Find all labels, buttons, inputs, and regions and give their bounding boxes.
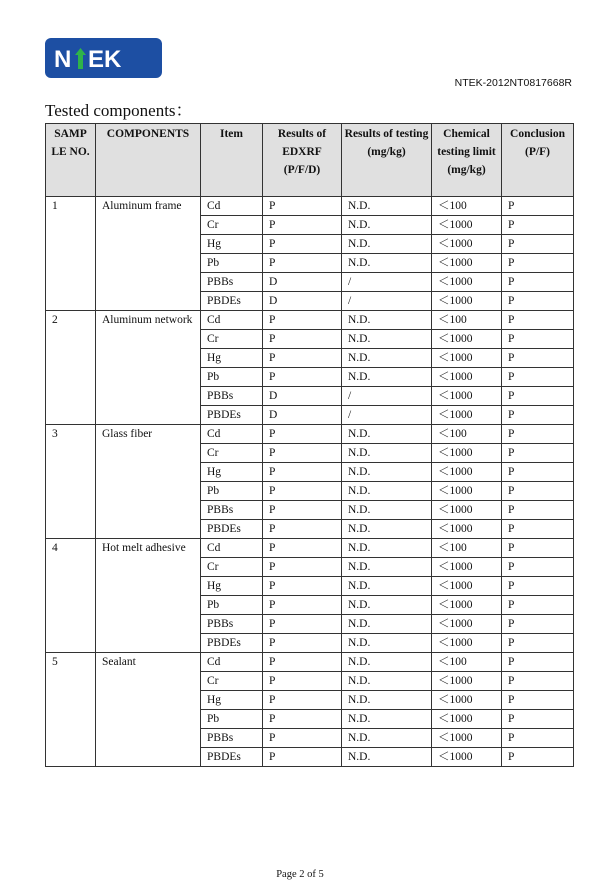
testing-cell: N.D.	[342, 482, 432, 501]
testing-cell: N.D.	[342, 748, 432, 767]
item-cell: PBBs	[201, 501, 263, 520]
testing-cell: N.D.	[342, 691, 432, 710]
testing-cell: N.D.	[342, 672, 432, 691]
item-cell: Cd	[201, 425, 263, 444]
limit-cell: ＜1000	[432, 615, 502, 634]
item-cell: Cd	[201, 311, 263, 330]
conclusion-cell: P	[502, 691, 574, 710]
item-cell: Cr	[201, 330, 263, 349]
item-cell: PBBs	[201, 729, 263, 748]
limit-cell: ＜1000	[432, 577, 502, 596]
limit-cell: ＜1000	[432, 482, 502, 501]
header-limit: Chemical testing limit (mg/kg)	[432, 124, 502, 197]
edxrf-cell: P	[263, 558, 342, 577]
edxrf-cell: D	[263, 292, 342, 311]
conclusion-cell: P	[502, 387, 574, 406]
limit-cell: ＜100	[432, 425, 502, 444]
edxrf-cell: P	[263, 197, 342, 216]
limit-cell: ＜1000	[432, 520, 502, 539]
item-cell: Hg	[201, 235, 263, 254]
item-cell: PBDEs	[201, 406, 263, 425]
item-cell: PBDEs	[201, 292, 263, 311]
table-row	[46, 653, 574, 672]
conclusion-cell: P	[502, 729, 574, 748]
item-cell: Hg	[201, 577, 263, 596]
conclusion-cell: P	[502, 216, 574, 235]
testing-cell: N.D.	[342, 444, 432, 463]
svg-text:EK: EK	[87, 46, 121, 71]
item-cell: PBDEs	[201, 520, 263, 539]
testing-cell: /	[342, 406, 432, 425]
limit-cell: ＜100	[432, 311, 502, 330]
testing-cell: N.D.	[342, 729, 432, 748]
edxrf-cell: D	[263, 406, 342, 425]
conclusion-cell: P	[502, 292, 574, 311]
item-cell: Cr	[201, 672, 263, 691]
limit-cell: ＜1000	[432, 710, 502, 729]
table-row	[46, 311, 574, 330]
ntek-logo-mark	[54, 45, 154, 71]
limit-cell: ＜1000	[432, 254, 502, 273]
testing-cell: N.D.	[342, 558, 432, 577]
conclusion-cell: P	[502, 330, 574, 349]
item-cell: Pb	[201, 368, 263, 387]
testing-cell: N.D.	[342, 615, 432, 634]
conclusion-cell: P	[502, 254, 574, 273]
item-cell: Pb	[201, 254, 263, 273]
testing-cell: N.D.	[342, 653, 432, 672]
testing-cell: N.D.	[342, 596, 432, 615]
edxrf-cell: P	[263, 254, 342, 273]
conclusion-cell: P	[502, 577, 574, 596]
header-item: Item	[201, 124, 263, 197]
limit-cell: ＜1000	[432, 634, 502, 653]
edxrf-cell: P	[263, 349, 342, 368]
limit-cell: ＜1000	[432, 368, 502, 387]
conclusion-cell: P	[502, 273, 574, 292]
conclusion-cell: P	[502, 710, 574, 729]
item-cell: Hg	[201, 463, 263, 482]
testing-cell: N.D.	[342, 634, 432, 653]
header-testing: Results of testing (mg/kg)	[342, 124, 432, 197]
component-name-cell: Aluminum frame	[96, 197, 201, 311]
svg-text:N: N	[53, 46, 71, 71]
item-cell: Hg	[201, 349, 263, 368]
conclusion-cell: P	[502, 349, 574, 368]
test-results-table	[45, 123, 574, 767]
limit-cell: ＜1000	[432, 273, 502, 292]
table-row	[46, 425, 574, 444]
limit-cell: ＜100	[432, 653, 502, 672]
sample-number-cell: 1	[46, 197, 96, 311]
testing-cell: N.D.	[342, 254, 432, 273]
testing-cell: N.D.	[342, 463, 432, 482]
item-cell: PBDEs	[201, 634, 263, 653]
testing-cell: N.D.	[342, 520, 432, 539]
testing-cell: N.D.	[342, 330, 432, 349]
conclusion-cell: P	[502, 463, 574, 482]
testing-cell: N.D.	[342, 349, 432, 368]
edxrf-cell: P	[263, 710, 342, 729]
conclusion-cell: P	[502, 558, 574, 577]
limit-cell: ＜1000	[432, 387, 502, 406]
testing-cell: /	[342, 387, 432, 406]
item-cell: PBDEs	[201, 748, 263, 767]
item-cell: Hg	[201, 691, 263, 710]
conclusion-cell: P	[502, 634, 574, 653]
edxrf-cell: P	[263, 672, 342, 691]
testing-cell: /	[342, 292, 432, 311]
testing-cell: N.D.	[342, 577, 432, 596]
limit-cell: ＜1000	[432, 349, 502, 368]
component-name-cell: Glass fiber	[96, 425, 201, 539]
edxrf-cell: P	[263, 311, 342, 330]
limit-cell: ＜1000	[432, 235, 502, 254]
sample-number-cell: 4	[46, 539, 96, 653]
limit-cell: ＜1000	[432, 463, 502, 482]
edxrf-cell: P	[263, 653, 342, 672]
table-row	[46, 197, 574, 216]
conclusion-cell: P	[502, 482, 574, 501]
testing-cell: N.D.	[342, 197, 432, 216]
item-cell: PBBs	[201, 273, 263, 292]
limit-cell: ＜100	[432, 197, 502, 216]
results-body	[46, 197, 574, 767]
edxrf-cell: P	[263, 330, 342, 349]
item-cell: PBBs	[201, 387, 263, 406]
edxrf-cell: P	[263, 615, 342, 634]
item-cell: Cr	[201, 444, 263, 463]
edxrf-cell: P	[263, 520, 342, 539]
edxrf-cell: P	[263, 216, 342, 235]
testing-cell: N.D.	[342, 539, 432, 558]
conclusion-cell: P	[502, 653, 574, 672]
conclusion-cell: P	[502, 672, 574, 691]
edxrf-cell: P	[263, 368, 342, 387]
conclusion-cell: P	[502, 235, 574, 254]
edxrf-cell: P	[263, 577, 342, 596]
limit-cell: ＜1000	[432, 216, 502, 235]
section-heading: Tested components：	[45, 101, 193, 120]
testing-cell: N.D.	[342, 501, 432, 520]
report-number: NTEK-2012NT0817668R	[454, 77, 572, 89]
edxrf-cell: P	[263, 539, 342, 558]
item-cell: Cd	[201, 653, 263, 672]
item-cell: Pb	[201, 482, 263, 501]
testing-cell: N.D.	[342, 710, 432, 729]
conclusion-cell: P	[502, 444, 574, 463]
edxrf-cell: P	[263, 634, 342, 653]
item-cell: Cd	[201, 197, 263, 216]
conclusion-cell: P	[502, 406, 574, 425]
testing-cell: N.D.	[342, 368, 432, 387]
edxrf-cell: P	[263, 748, 342, 767]
conclusion-cell: P	[502, 501, 574, 520]
sample-number-cell: 2	[46, 311, 96, 425]
limit-cell: ＜1000	[432, 596, 502, 615]
item-cell: Cr	[201, 558, 263, 577]
conclusion-cell: P	[502, 311, 574, 330]
header-components: COMPONENTS	[96, 124, 201, 197]
edxrf-cell: P	[263, 235, 342, 254]
testing-cell: N.D.	[342, 425, 432, 444]
header-row	[46, 124, 574, 197]
testing-cell: N.D.	[342, 216, 432, 235]
limit-cell: ＜1000	[432, 558, 502, 577]
page-footer: Page 2 of 5	[276, 869, 324, 880]
table-row	[46, 539, 574, 558]
sample-number-cell: 3	[46, 425, 96, 539]
conclusion-cell: P	[502, 197, 574, 216]
limit-cell: ＜1000	[432, 748, 502, 767]
edxrf-cell: P	[263, 596, 342, 615]
conclusion-cell: P	[502, 520, 574, 539]
component-name-cell: Sealant	[96, 653, 201, 767]
ntek-logo	[45, 38, 162, 78]
testing-cell: /	[342, 273, 432, 292]
edxrf-cell: P	[263, 482, 342, 501]
header-edxrf: Results of EDXRF (P/F/D)	[263, 124, 342, 197]
limit-cell: ＜1000	[432, 406, 502, 425]
header-conclusion: Conclusion (P/F)	[502, 124, 574, 197]
item-cell: Cd	[201, 539, 263, 558]
edxrf-cell: P	[263, 463, 342, 482]
item-cell: PBBs	[201, 615, 263, 634]
limit-cell: ＜100	[432, 539, 502, 558]
sample-number-cell: 5	[46, 653, 96, 767]
conclusion-cell: P	[502, 368, 574, 387]
conclusion-cell: P	[502, 596, 574, 615]
limit-cell: ＜1000	[432, 330, 502, 349]
edxrf-cell: D	[263, 387, 342, 406]
edxrf-cell: P	[263, 501, 342, 520]
component-name-cell: Hot melt adhesive	[96, 539, 201, 653]
conclusion-cell: P	[502, 748, 574, 767]
limit-cell: ＜1000	[432, 292, 502, 311]
item-cell: Pb	[201, 596, 263, 615]
edxrf-cell: P	[263, 444, 342, 463]
limit-cell: ＜1000	[432, 444, 502, 463]
testing-cell: N.D.	[342, 235, 432, 254]
item-cell: Cr	[201, 216, 263, 235]
item-cell: Pb	[201, 710, 263, 729]
limit-cell: ＜1000	[432, 691, 502, 710]
component-name-cell: Aluminum network	[96, 311, 201, 425]
edxrf-cell: P	[263, 425, 342, 444]
edxrf-cell: D	[263, 273, 342, 292]
limit-cell: ＜1000	[432, 672, 502, 691]
limit-cell: ＜1000	[432, 729, 502, 748]
limit-cell: ＜1000	[432, 501, 502, 520]
conclusion-cell: P	[502, 539, 574, 558]
testing-cell: N.D.	[342, 311, 432, 330]
conclusion-cell: P	[502, 615, 574, 634]
header-sample-no: SAMP LE NO.	[46, 124, 96, 197]
edxrf-cell: P	[263, 729, 342, 748]
conclusion-cell: P	[502, 425, 574, 444]
edxrf-cell: P	[263, 691, 342, 710]
